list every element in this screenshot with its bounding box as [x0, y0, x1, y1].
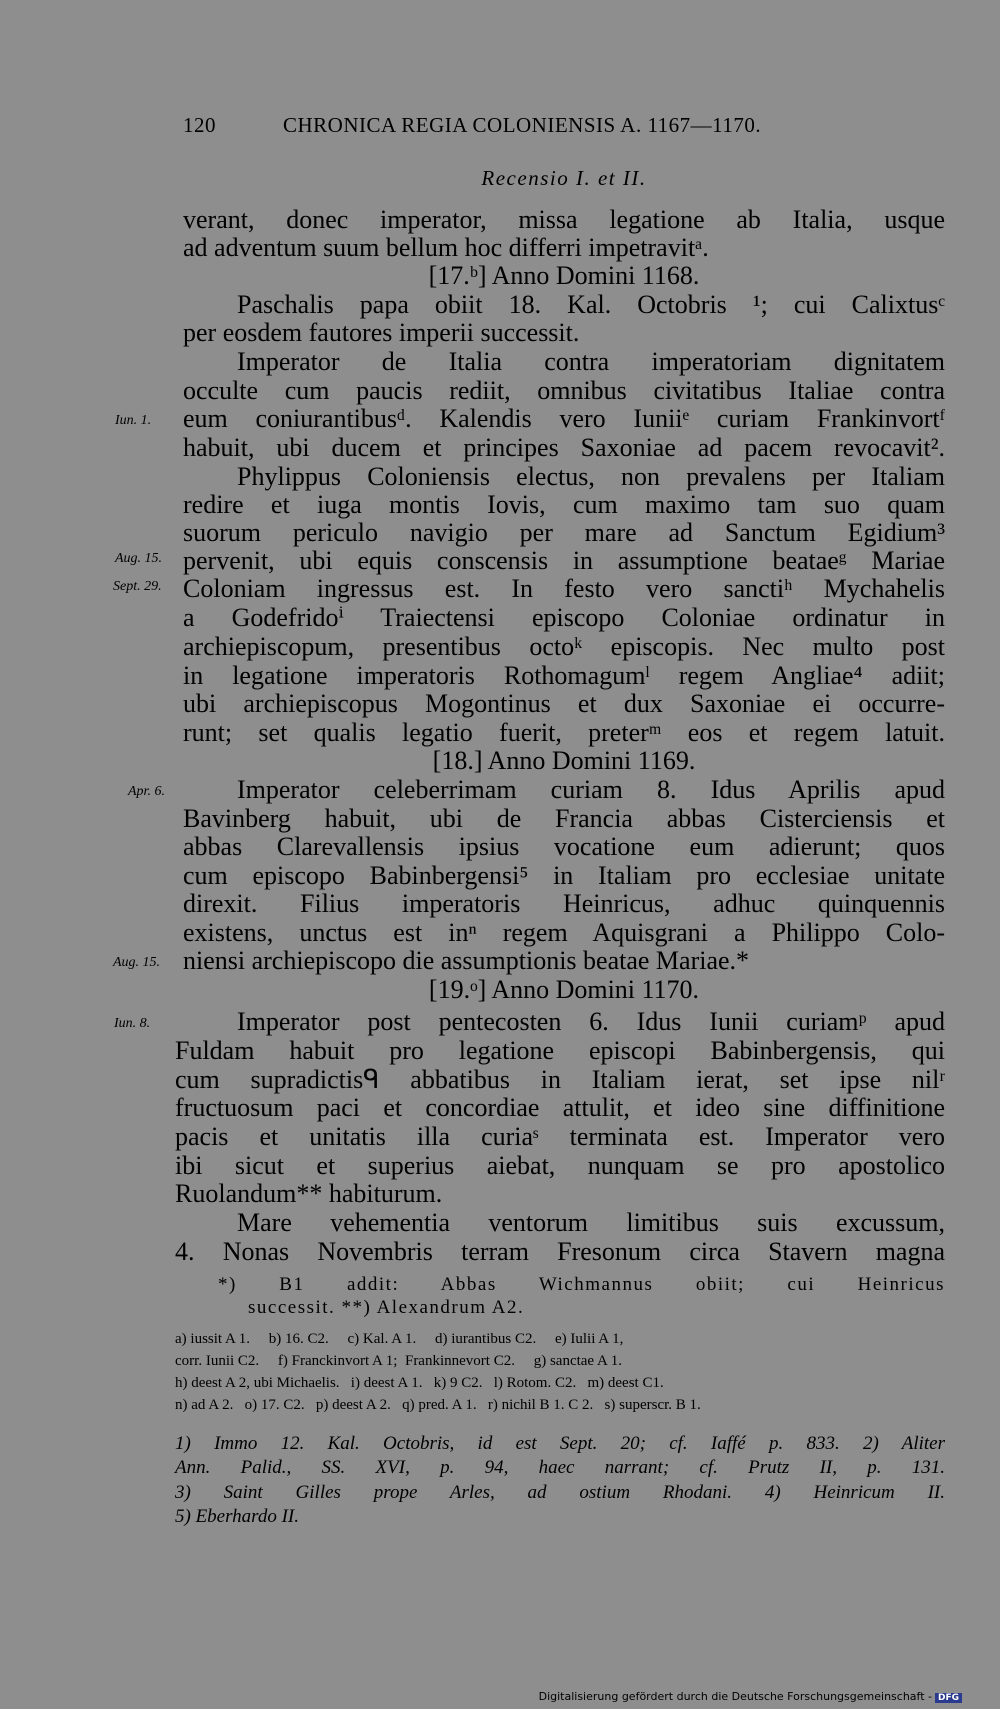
text-line: Mare vehementia ventorum limitibus suis excussum, — [237, 1208, 945, 1237]
text-line: suorum periculo navigio per mare ad Sanctum Egidium³ — [183, 518, 945, 547]
text-line: in legatione imperatoris Rothomagumˡ regem Angliae⁴ adiit; — [183, 661, 945, 690]
text-line: Paschalis papa obiit 18. Kal. Octobris ¹; cui Calixtusᶜ — [237, 290, 945, 319]
text-line: fructuosum paci et concordiae attulit, et ideo sine diffinitione — [175, 1093, 945, 1122]
text-line: cum episcopo Babinbergensi⁵ in Italiam pro ecclesiae unitate — [183, 861, 945, 890]
star-note: successit. **) Alexandrum A2. — [248, 1297, 525, 1318]
text-line: ad adventum suum bellum hoc differri impetravitᵃ. — [183, 233, 709, 262]
text-line: redire et iuga montis Iovis, cum maximo tam suo quam — [183, 490, 945, 519]
footnote: 1) Immo 12. Kal. Octobris, id est Sept. 20; cf. Iaffé p. 833. 2) Aliter — [175, 1433, 945, 1454]
text-line: verant, donec imperator, missa legatione ab Italia, usque — [183, 205, 945, 234]
text-line: archiepiscopum, presentibus octoᵏ episcopis. Nec multo post — [183, 632, 945, 661]
variant-note: a) iussit A 1. b) 16. C2. c) Kal. A 1. d) iurantibus C2. e) Iulii A 1, — [175, 1331, 624, 1347]
text-line: eum coniurantibusᵈ. Kalendis vero Iuniiᵉ curiam Frankinvortᶠ — [183, 404, 945, 433]
margin-note: Aug. 15. — [115, 551, 163, 566]
dfg-logo: DFG — [935, 1693, 962, 1703]
year-heading: [17.ᵇ] Anno Domini 1168. — [428, 261, 700, 290]
text-line: Bavinberg habuit, ubi de Francia abbas Cisterciensis et — [183, 804, 945, 833]
text-line: ibi sicut et superius aiebat, nunquam se pro apostolico — [175, 1151, 945, 1180]
margin-note: Aug. 15. — [113, 955, 161, 970]
text-line: cum supradictisᑫ abbatibus in Italiam ierat, set ipse nilʳ — [175, 1065, 945, 1094]
margin-note: Iun. 8. — [114, 1016, 151, 1031]
recension-heading: Recensio I. et II. — [481, 166, 647, 190]
variant-note: n) ad A 2. o) 17. C2. p) deest A 2. q) pred. A 1. r) nichil B 1. C 2. s) superscr. B 1. — [175, 1397, 701, 1413]
running-title: CHRONICA REGIA COLONIENSIS A. 1167—1170. — [283, 113, 762, 137]
text-line: Coloniam ingressus est. In festo vero sanctiʰ Mychahelis — [183, 574, 945, 603]
text-line: occulte cum paucis rediit, omnibus civitatibus Italiae contra — [183, 376, 945, 405]
text-line: existens, unctus est inⁿ regem Aquisgrani a Philippo Colo- — [183, 918, 945, 947]
text-line: Ruolandum** habiturum. — [175, 1179, 443, 1208]
footnote: 5) Eberhardo II. — [175, 1506, 300, 1527]
variant-note: corr. Iunii C2. f) Franckinvort A 1; Frankinnevort C2. g) sanctae A 1. — [175, 1353, 623, 1369]
text-line: 4. Nonas Novembris terram Fresonum circa Stavern magna — [175, 1237, 945, 1266]
text-line: per eosdem fautores imperii successit. — [183, 318, 580, 347]
page-number: 120 — [183, 113, 216, 137]
year-heading: [18.] Anno Domini 1169. — [432, 746, 696, 775]
margin-note: Iun. 1. — [115, 413, 152, 428]
margin-note: Apr. 6. — [128, 784, 165, 799]
text-line: direxit. Filius imperatoris Heinricus, adhuc quinquennis — [183, 889, 945, 918]
footnote: Ann. Palid., SS. XVI, p. 94, haec narrant; cf. Prutz II, p. 131. — [175, 1457, 945, 1478]
text-line: habuit, ubi ducem et principes Saxoniae ad pacem revocavit². — [183, 433, 945, 462]
variant-note: h) deest A 2, ubi Michaelis. i) deest A 1. k) 9 C2. l) Rotom. C2. m) deest C1. — [175, 1375, 664, 1391]
margin-note: Sept. 29. — [113, 579, 162, 594]
credit-text: Digitalisierung gefördert durch die Deutsche Forschungsgemeinschaft - — [538, 1690, 932, 1703]
year-heading: [19.ᵒ] Anno Domini 1170. — [428, 975, 700, 1004]
text-line: Fuldam habuit pro legatione episcopi Babinbergensis, qui — [175, 1036, 945, 1065]
star-note: *) B1 addit: Abbas Wichmannus obiit; cui Heinricus — [218, 1274, 945, 1295]
text-line: pervenit, ubi equis conscensis in assumptione beataeᵍ Mariae — [183, 546, 945, 575]
text-line: pacis et unitatis illa curiaˢ terminata est. Imperator vero — [175, 1122, 945, 1151]
text-line: abbas Clarevallensis ipsius vocatione eum adierunt; quos — [183, 832, 945, 861]
text-line: Phylippus Coloniensis electus, non prevalens per Italiam — [237, 462, 945, 491]
text-line: niensi archiepiscopo die assumptionis beatae Mariae.* — [183, 946, 750, 975]
text-line: Imperator de Italia contra imperatoriam dignitatem — [237, 347, 945, 376]
text-line: a Godefridoⁱ Traiectensi episcopo Coloniae ordinatur in — [183, 603, 945, 632]
text-line: runt; set qualis legatio fuerit, preterᵐ eos et regem latuit. — [183, 718, 945, 747]
footnote: 3) Saint Gilles prope Arles, ad ostium Rhodani. 4) Heinricum II. — [175, 1482, 945, 1503]
digitization-credit — [539, 1690, 962, 1703]
text-line: ubi archiepiscopus Mogontinus et dux Saxoniae ei occurre- — [183, 689, 945, 718]
text-line: Imperator celeberrimam curiam 8. Idus Aprilis apud — [237, 775, 945, 804]
text-line: Imperator post pentecosten 6. Idus Iunii curiamᵖ apud — [237, 1007, 945, 1036]
